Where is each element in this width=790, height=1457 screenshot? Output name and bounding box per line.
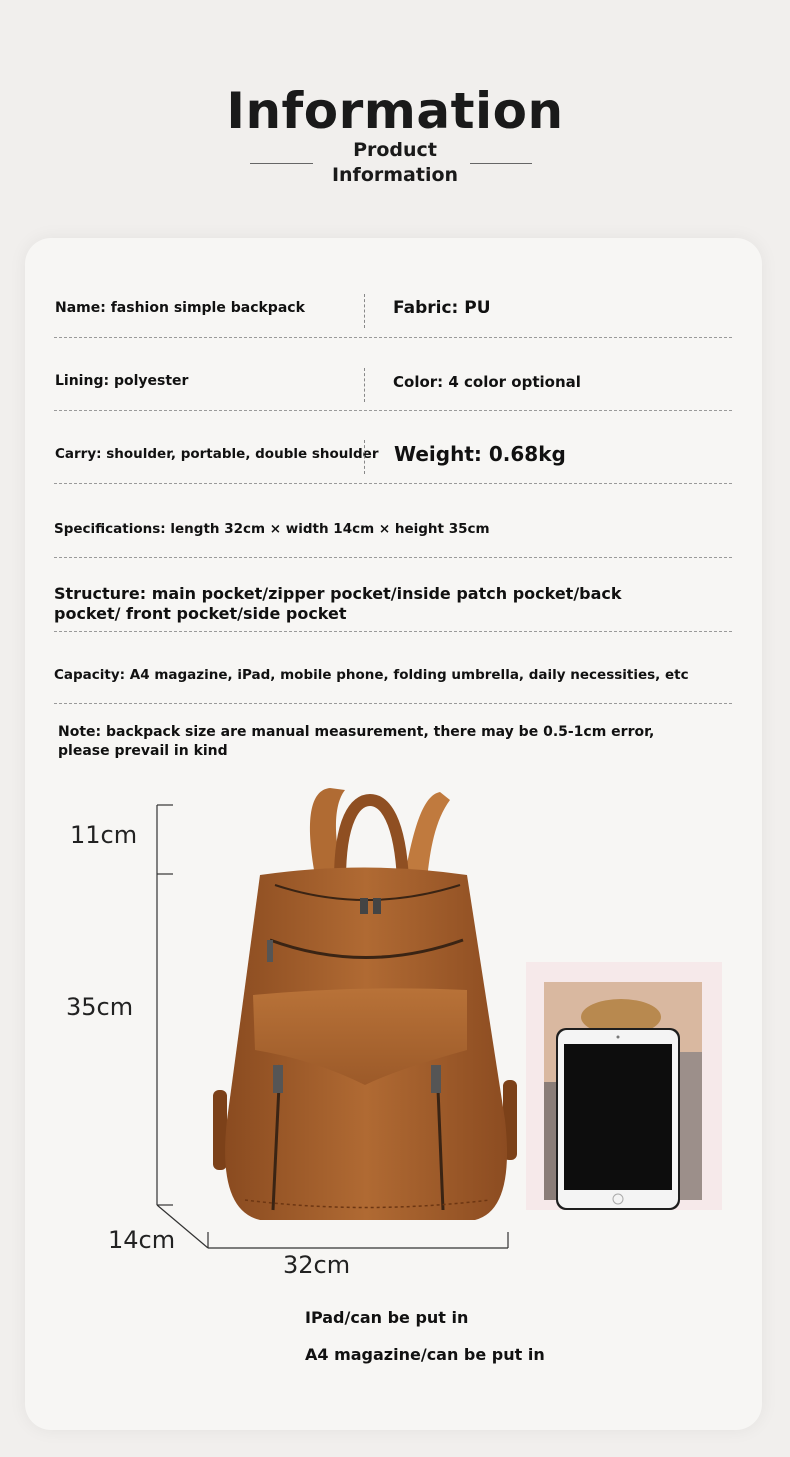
page-title: Information (226, 82, 564, 140)
page-subtitle: Product Information (331, 139, 459, 186)
spec-specifications: Specifications: length 32cm × width 14cm × height 35cm (54, 521, 490, 537)
spec-structure: Structure: main pocket/zipper pocket/inside patch pocket/back pocket/ front pocket/side pocket (54, 584, 622, 623)
caption-a4: A4 magazine/can be put in (305, 1345, 545, 1364)
spec-fabric: Fabric: PU (393, 298, 491, 318)
dimension-body-height: 35cm (66, 993, 134, 1021)
spec-weight: Weight: 0.68kg (394, 442, 566, 466)
dimension-width: 32cm (283, 1251, 351, 1279)
spec-color: Color: 4 color optional (393, 373, 581, 391)
caption-ipad: IPad/can be put in (305, 1308, 469, 1327)
spec-name: Name: fashion simple backpack (55, 300, 305, 316)
spec-lining: Lining: polyester (55, 373, 189, 389)
spec-capacity: Capacity: A4 magazine, iPad, mobile phone, folding umbrella, daily necessities, etc (54, 667, 689, 683)
spec-carry: Carry: shoulder, portable, double shoulder (55, 446, 379, 462)
ipad-photo-image (526, 962, 724, 1212)
measurement-note: Note: backpack size are manual measurement, there may be 0.5-1cm error, please prevail in kind (58, 724, 655, 759)
backpack-image (205, 780, 530, 1225)
dimension-depth: 14cm (108, 1226, 176, 1254)
dimension-strap-height: 11cm (70, 821, 138, 849)
